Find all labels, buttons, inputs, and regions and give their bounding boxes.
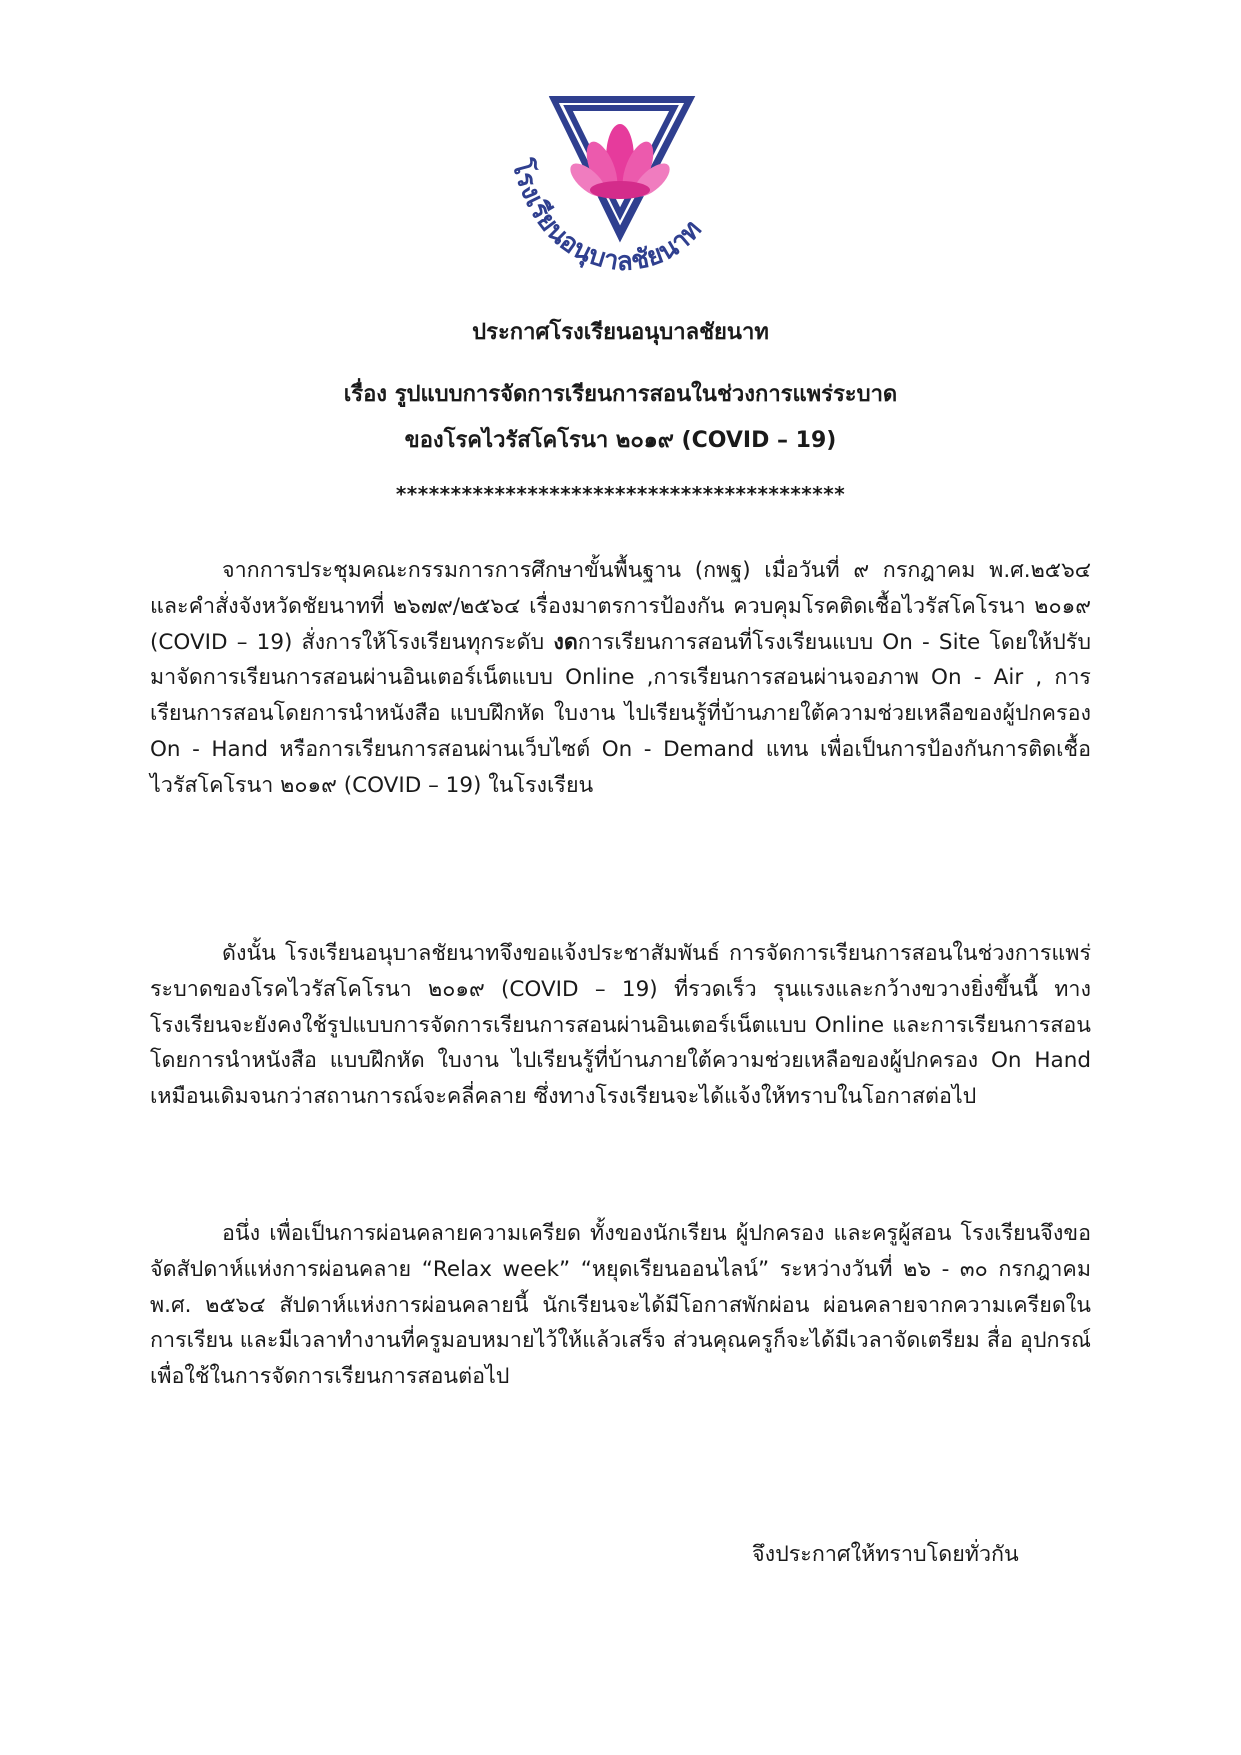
announcement-subject-line1: เรื่อง รูปแบบการจัดการเรียนการสอนในช่วงการแพร่ระบาด [343,382,898,407]
paragraph-2 [150,936,1091,1115]
paragraph-1-part2: การเรียนการสอนที่โรงเรียนแบบ On - Site โดยให้ปรับมาจัดการเรียนการสอนผ่านอินเตอร์เน็ตแบบ Online ,การเรียนการสอนผ่านจอภาพ On - Air , การเรียนการสอนโดยการนำหนังสือ แบบฝึกหัด ใบงาน ไปเรียนรู้ที่บ้านภายใต้ความช่วยเหลือของผู้ปกครอง On - Hand หรือการเรียนการสอนผ่านเว็บไซต์ On - Demand แทน เพื่อเป็นการป้องกันการติดเชื้อไวรัสโคโรนา ๒๐๑๙ (COVID – 19) ในโรงเรียน [150,629,1091,798]
paragraph-1-emphasis: งด [553,629,578,655]
separator-stars: ***************************************** [395,482,846,506]
announcement-title: ประกาศโรงเรียนอนุบาลชัยนาท [472,320,769,345]
school-logo [492,92,752,302]
logo-school-name: โรงเรียนอนุบาลชัยนาท [505,156,708,278]
paragraph-3-text: อนึ่ง เพื่อเป็นการผ่อนคลายความเครียด ทั้งของนักเรียน ผู้ปกครอง และครูผู้สอน โรงเรียนจึงขอจัดสัปดาห์แห่งการผ่อนคลาย “Relax week” “หยุดเรียนออนไลน์” ระหว่างวันที่ ๒๖ - ๓๐ กรกฎาคม พ.ศ. ๒๕๖๔ สัปดาห์แห่งการผ่อนคลายนี้ นักเรียนจะได้มีโอกาสพักผ่อน ผ่อนคลายจากความเครียดในการเรียน และมีเวลาทำงานที่ครูมอบหมายไว้ให้แล้วเสร็จ ส่วนคุณครูก็จะได้มีเวลาจัดเตรียม สื่อ อุปกรณ์ เพื่อใช้ในการจัดการเรียนการสอนต่อไป [150,1221,1091,1390]
paragraph-2-text: ดังนั้น โรงเรียนอนุบาลชัยนาทจึงขอแจ้งประชาสัมพันธ์ การจัดการเรียนการสอนในช่วงการแพร่ระบาดของโรคไวรัสโคโรนา ๒๐๑๙ (COVID – 19) ที่รวดเร็ว รุนแรงและกว้างขวางยิ่งขึ้นนี้ ทางโรงเรียนจะยังคงใช้รูปแบบการจัดการเรียนการสอนผ่านอินเตอร์เน็ตแบบ Online และการเรียนการสอนโดยการนำหนังสือ แบบฝึกหัด ใบงาน ไปเรียนรู้ที่บ้านภายใต้ความช่วยเหลือของผู้ปกครอง On Hand เหมือนเดิมจนกว่าสถานการณ์จะคลี่คลาย ซึ่งทางโรงเรียนจะได้แจ้งให้ทราบในโอกาสต่อไป [150,941,1091,1110]
closing-statement: จึงประกาศให้ทราบโดยทั่วกัน [752,1542,1019,1567]
school-logo-graphic [492,92,752,302]
paragraph-1 [150,553,1091,804]
announcement-subject-line2: ของโรคไวรัสโคโรนา ๒๐๑๙ (COVID – 19) [404,428,837,453]
paragraph-3 [150,1216,1091,1395]
paragraph-1-part1: จากการประชุมคณะกรรมการการศึกษาขั้นพื้นฐาน (กพฐ) เมื่อวันที่ ๙ กรกฎาคม พ.ศ.๒๕๖๔ และคำสั่งจังหวัดชัยนาทที่ ๒๖๗๙/๒๕๖๔ เรื่องมาตรการป้องกัน ควบคุมโรคติดเชื้อไวรัสโคโรนา ๒๐๑๙ (COVID – 19) สั่งการให้โรงเรียนทุกระดับ [150,558,1091,655]
